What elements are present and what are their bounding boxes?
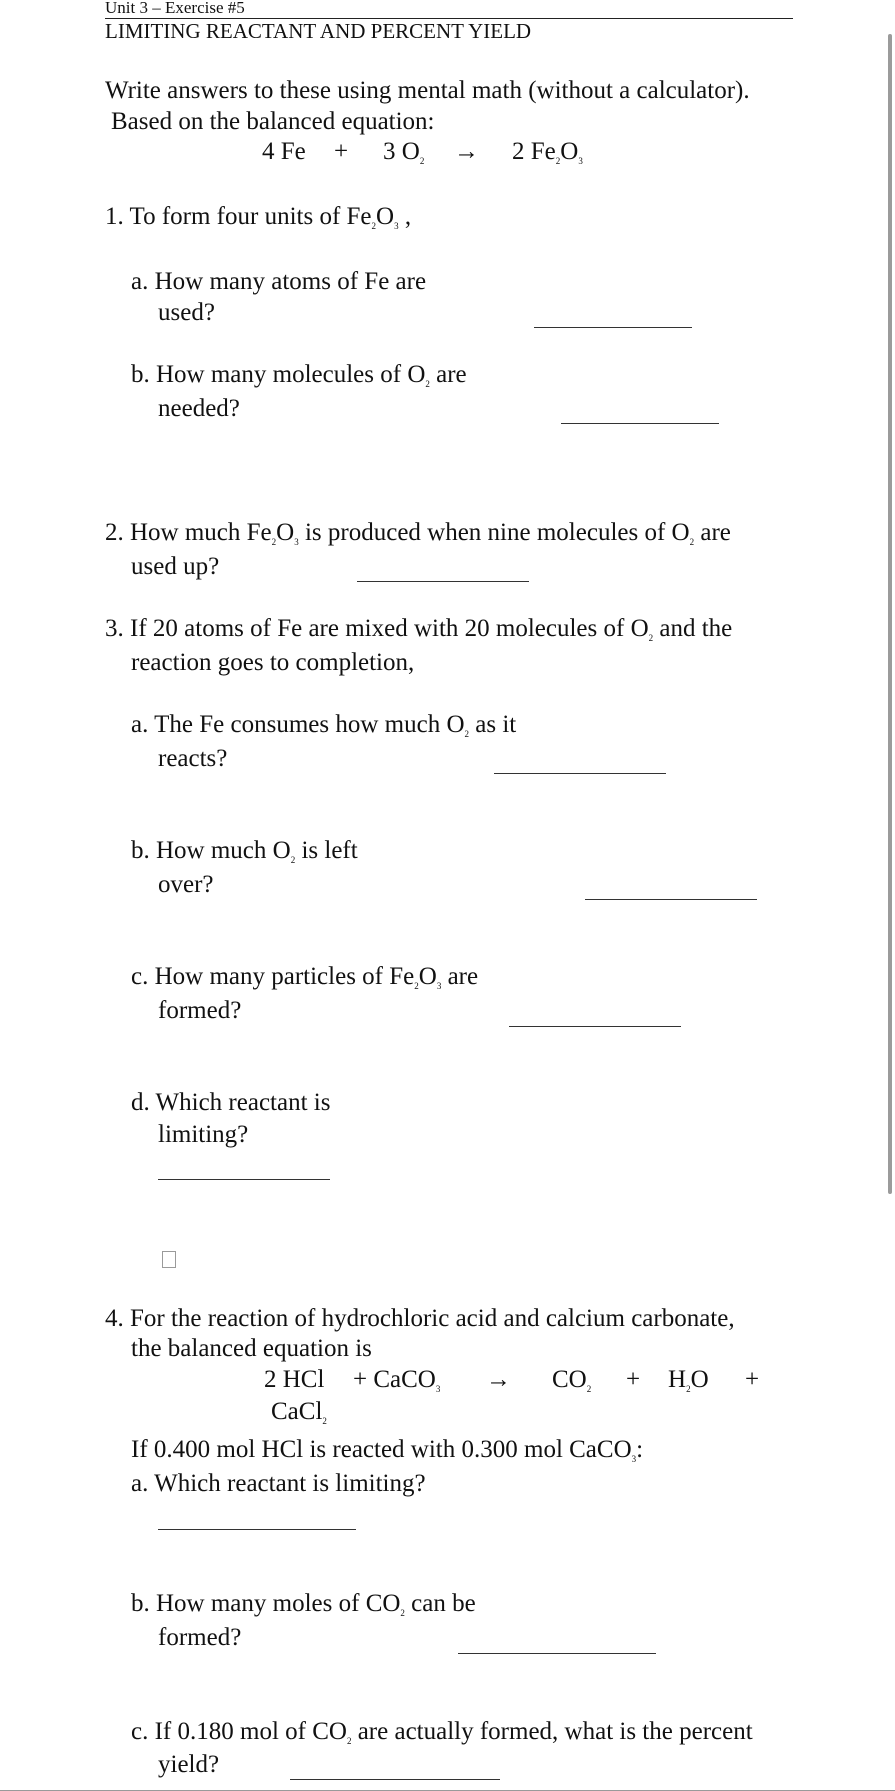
unit-label: Unit 3 – Exercise #5	[105, 0, 245, 17]
answer-blank-3c[interactable]	[509, 1026, 681, 1027]
eq-product-fe: 2 Fe	[512, 138, 556, 165]
placeholder-checkbox[interactable]	[162, 1251, 176, 1268]
eq-o2-term	[383, 137, 424, 167]
vertical-scrollbar[interactable]	[888, 34, 892, 1194]
question-1a-line2: used?	[158, 299, 215, 326]
question-1b-line2: needed?	[158, 395, 240, 422]
eq4-arrow: →	[486, 1366, 511, 1393]
answer-blank-1a[interactable]	[534, 327, 692, 328]
answer-blank-1b[interactable]	[561, 423, 719, 424]
eq4-caco3: + CaCO$_3$	[353, 1366, 441, 1394]
eq4-cacl2: CaCl$_2$	[271, 1398, 327, 1426]
eq-product-term	[512, 137, 583, 167]
question-4b-line2: formed?	[158, 1624, 242, 1651]
eq-product-o: O	[560, 138, 579, 165]
eq-arrow: →	[454, 138, 479, 165]
question-4-given: If 0.400 mol HCl is reacted with 0.300 mol CaCO$_3$:	[131, 1436, 644, 1464]
question-3b-line2: over?	[158, 871, 214, 898]
instructions-text: Write answers to these using mental math (without a calculator).	[105, 77, 750, 104]
question-4-line2: the balanced equation is	[131, 1335, 372, 1362]
answer-blank-2[interactable]	[357, 581, 529, 582]
question-3-line1: 3. If 20 atoms of Fe are mixed with 20 molecules of $O_2$ and the	[105, 615, 733, 643]
question-1-stem: 1. To form four units of $Fe_2O_3$ ,	[105, 203, 412, 231]
page-title: LIMITING REACTANT AND PERCENT YIELD	[105, 19, 532, 43]
question-4b-line1: b. How many moles of $CO_2$ can be	[131, 1590, 476, 1618]
question-3c-line2: formed?	[158, 997, 242, 1024]
question-2-line1: 2. How much $Fe_2O_3$ is produced when nine molecules of $O_2$ are	[105, 519, 731, 547]
eq4-plus2: +	[626, 1366, 641, 1393]
question-3d-line2: limiting?	[158, 1121, 249, 1148]
eq-o2-subscript: 2	[419, 156, 425, 166]
question-1b-line1: b. How many molecules of $O_2$ are	[131, 361, 467, 389]
question-4-line1: 4. For the reaction of hydrochloric acid and calcium carbonate,	[105, 1305, 735, 1332]
answer-blank-3d[interactable]	[158, 1179, 330, 1180]
answer-blank-4b[interactable]	[458, 1653, 656, 1654]
based-on-text: Based on the balanced equation:	[111, 108, 435, 135]
question-3c-line1: c. How many particles of $Fe_2O_3$ are	[131, 963, 479, 991]
answer-blank-4c[interactable]	[290, 1779, 500, 1780]
answer-blank-3b[interactable]	[585, 899, 757, 900]
eq4-co2: $CO_2$	[552, 1366, 592, 1394]
question-3a-line2: reacts?	[158, 745, 228, 772]
question-4a: a. Which reactant is limiting?	[131, 1470, 426, 1497]
question-3d-line1: d. Which reactant is	[131, 1089, 331, 1116]
eq4-h2o: $H_2O$	[668, 1366, 709, 1394]
question-4c-line1: c. If 0.180 mol of $CO_2$ are actually formed, what is the percent	[131, 1718, 753, 1746]
answer-blank-3a[interactable]	[494, 773, 666, 774]
eq-product-sub1: 2	[555, 156, 561, 166]
eq-fe-term: 4 Fe	[262, 138, 306, 165]
eq-o2-symbol: 3 O	[383, 138, 420, 165]
question-4c-line2: yield?	[158, 1751, 220, 1778]
answer-blank-4a[interactable]	[158, 1529, 356, 1530]
question-2-line2: used up?	[131, 553, 220, 580]
question-3b-line1: b. How much $O_2$ is left	[131, 837, 358, 865]
eq-plus: +	[334, 138, 349, 165]
eq4-plus3: +	[745, 1366, 760, 1393]
eq4-hcl: 2 HCl	[264, 1366, 325, 1393]
question-1a-line1: a. How many atoms of Fe are	[131, 268, 427, 295]
eq-product-sub2: 3	[578, 156, 583, 166]
question-3a-line1: a. The Fe consumes how much $O_2$ as it	[131, 711, 517, 739]
question-3-line2: reaction goes to completion,	[131, 649, 415, 676]
